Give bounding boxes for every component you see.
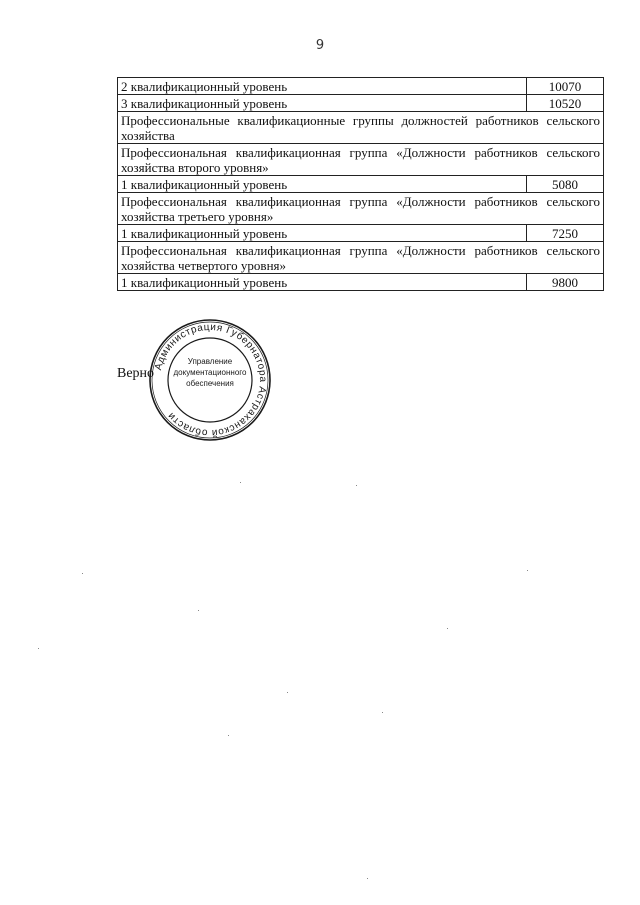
level-label: 1 квалификационный уровень: [118, 225, 527, 242]
group-heading: Профессиональная квалификационная группа «Должности работников сельского хозяйства третьего уровня»: [118, 193, 604, 225]
stamp-inner-line: Управление: [187, 357, 233, 366]
scan-speck: [367, 878, 368, 879]
table-row: [118, 242, 604, 274]
group-heading: Профессиональная квалификационная группа «Должности работников сельского хозяйства второго уровня»: [118, 144, 604, 176]
table-row: [118, 274, 604, 291]
stamp-ring-text: Администрация Губернатора Астраханской области: [153, 321, 269, 439]
scan-speck: [38, 648, 39, 649]
level-label: 1 квалификационный уровень: [118, 274, 527, 291]
scan-speck: [198, 610, 199, 611]
salary-value: 10070: [527, 78, 604, 95]
scan-speck: [228, 735, 229, 736]
salary-value: 9800: [527, 274, 604, 291]
salary-value: 5080: [527, 176, 604, 193]
table-row: [118, 225, 604, 242]
stamp-inner-line: документационного: [173, 368, 247, 377]
page-number: 9: [315, 38, 325, 53]
salary-table: [117, 77, 604, 291]
salary-value: 7250: [527, 225, 604, 242]
level-label: 1 квалификационный уровень: [118, 176, 527, 193]
scan-speck: [527, 570, 528, 571]
level-label: 2 квалификационный уровень: [118, 78, 527, 95]
official-stamp: [148, 318, 272, 442]
stamp-inner-line: обеспечения: [186, 379, 234, 388]
scan-speck: [82, 573, 83, 574]
salary-value: 10520: [527, 95, 604, 112]
table-row: [118, 78, 604, 95]
scan-speck: [287, 692, 288, 693]
scan-speck: [382, 712, 383, 713]
scan-speck: [356, 485, 357, 486]
group-heading: Профессиональные квалификационные группы должностей работников сельского хозяйства: [118, 112, 604, 144]
stamp-inner-text: [169, 356, 251, 389]
level-label: 3 квалификационный уровень: [118, 95, 527, 112]
table-row: [118, 193, 604, 225]
scan-speck: [240, 482, 241, 483]
certification-verno: Верно: [117, 366, 155, 381]
table-row: [118, 112, 604, 144]
table-row: [118, 176, 604, 193]
group-heading: Профессиональная квалификационная группа «Должности работников сельского хозяйства четвертого уровня»: [118, 242, 604, 274]
table-row: [118, 144, 604, 176]
table-row: [118, 95, 604, 112]
scan-speck: [447, 628, 448, 629]
